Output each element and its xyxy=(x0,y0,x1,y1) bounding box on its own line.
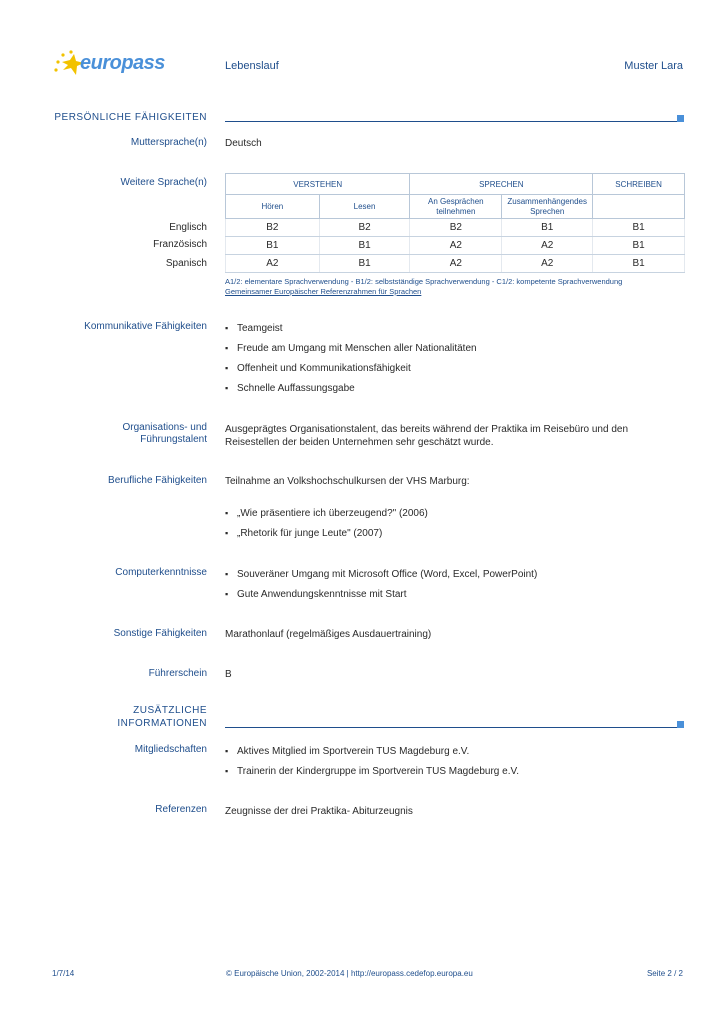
list-item: ▪ Schnelle Auffassungsgabe xyxy=(225,382,477,395)
other-skills-value: Marathonlauf (regelmäßiges Ausdauertraining) xyxy=(225,629,432,640)
other-skills-label: Sonstige Fähigkeiten xyxy=(113,628,207,639)
section-personal-skills-title: PERSÖNLICHE FÄHIGKEITEN xyxy=(54,112,207,123)
computer-skills-label: Computerkenntnisse xyxy=(115,567,207,578)
language-name: Englisch xyxy=(169,222,207,233)
level-cell: A2 xyxy=(502,255,593,273)
driving-licence-label: Führerschein xyxy=(148,668,207,679)
cefr-link[interactable]: Gemeinsamer Europäischer Referenzrahmen für Sprachen xyxy=(225,287,422,296)
header-hoeren: Hören xyxy=(226,195,320,219)
level-cell: B1 xyxy=(502,219,593,237)
level-cell: B1 xyxy=(593,219,685,237)
level-cell: B1 xyxy=(319,237,410,255)
professional-skills-list xyxy=(225,507,428,547)
table-row xyxy=(226,237,685,255)
communicative-skills-label: Kommunikative Fähigkeiten xyxy=(84,321,207,332)
mother-tongue-label: Muttersprache(n) xyxy=(130,137,207,148)
header-schreiben: SCHREIBEN xyxy=(593,174,685,195)
list-item: ▪ Offenheit und Kommunikationsfähigkeit xyxy=(225,362,477,375)
professional-skills-label: Berufliche Fähigkeiten xyxy=(108,475,207,486)
level-cell: B1 xyxy=(593,237,685,255)
table-row xyxy=(226,219,685,237)
table-row xyxy=(226,255,685,273)
driving-licence-value: B xyxy=(225,669,232,680)
section-additional-title-line2: INFORMATIONEN xyxy=(117,718,207,729)
references-label: Referenzen xyxy=(155,804,207,815)
level-cell: A2 xyxy=(226,255,320,273)
header-zusammenhaengend: Zusammenhängendes Sprechen xyxy=(502,195,593,219)
list-item: ▪ Aktives Mitglied im Sportverein TUS Magdeburg e.V. xyxy=(225,745,519,758)
memberships-list xyxy=(225,745,519,785)
europass-logo xyxy=(50,48,165,82)
doc-title: Lebenslauf xyxy=(225,60,279,72)
section-additional-info-title xyxy=(117,704,207,730)
communicative-skills-list xyxy=(225,322,477,402)
level-cell: B2 xyxy=(410,219,502,237)
list-item: ▪ Trainerin der Kindergruppe im Sportverein TUS Magdeburg e.V. xyxy=(225,765,519,778)
organisational-skills-text: Ausgeprägtes Organisationstalent, das bereits während der Praktika im Reisebüro und den Reisestellen der beiden Unternehmen sehr geschätzt wurde. xyxy=(225,424,629,448)
level-cell: B1 xyxy=(319,255,410,273)
list-item: ▪ „Rhetorik für junge Leute" (2007) xyxy=(225,527,428,540)
list-item: ▪ Teamgeist xyxy=(225,322,477,335)
header-gespraech: An Gesprächen teilnehmen xyxy=(410,195,502,219)
mother-tongue-value: Deutsch xyxy=(225,138,262,149)
language-name: Spanisch xyxy=(165,258,207,269)
computer-skills-list xyxy=(225,568,537,608)
footer-copyright: © Europäische Union, 2002-2014 | http://europass.cedefop.europa.eu xyxy=(226,969,473,978)
language-level-note: A1/2: elementare Sprachverwendung - B1/2: selbstständige Sprachverwendung - C1/2: kompetente Sprachverwendung xyxy=(225,277,623,286)
list-item: ▪ Freude am Umgang mit Menschen aller Nationalitäten xyxy=(225,342,477,355)
section-marker xyxy=(677,721,684,728)
level-cell: A2 xyxy=(410,237,502,255)
footer-page-number: Seite 2 / 2 xyxy=(646,969,683,978)
level-cell: A2 xyxy=(502,237,593,255)
references-value: Zeugnisse der drei Praktika- Abiturzeugnis xyxy=(225,806,413,817)
memberships-label: Mitgliedschaften xyxy=(134,744,207,755)
footer-date: 1/7/14 xyxy=(52,969,75,978)
section-marker xyxy=(677,115,684,122)
level-cell: A2 xyxy=(410,255,502,273)
list-item: ▪ Souveräner Umgang mit Microsoft Office (Word, Excel, PowerPoint) xyxy=(225,568,537,581)
list-item: ▪ Gute Anwendungskenntnisse mit Start xyxy=(225,588,537,601)
logo-text: europass xyxy=(80,52,165,74)
header-sprechen: SPRECHEN xyxy=(410,174,593,195)
header-schreiben-empty xyxy=(593,195,685,219)
section-divider xyxy=(225,727,680,728)
other-languages-label: Weitere Sprache(n) xyxy=(120,177,207,188)
organisational-skills-label xyxy=(123,422,208,446)
language-table xyxy=(225,173,685,273)
level-cell: B1 xyxy=(593,255,685,273)
professional-skills-intro: Teilnahme an Volkshochschulkursen der VHS Marburg: xyxy=(225,476,470,487)
list-item: ▪ „Wie präsentiere ich überzeugend?" (2006) xyxy=(225,507,428,520)
section-divider xyxy=(225,121,680,122)
organisational-label-line1: Organisations- und xyxy=(122,422,207,433)
language-name: Französisch xyxy=(153,239,207,250)
cv-owner-name: Muster Lara xyxy=(624,60,683,72)
header-verstehen: VERSTEHEN xyxy=(226,174,410,195)
level-cell: B2 xyxy=(319,219,410,237)
organisational-label-line2: Führungstalent xyxy=(140,434,207,445)
level-cell: B1 xyxy=(226,237,320,255)
header-lesen: Lesen xyxy=(319,195,410,219)
level-cell: B2 xyxy=(226,219,320,237)
section-additional-title-line1: ZUSÄTZLICHE xyxy=(133,705,207,716)
